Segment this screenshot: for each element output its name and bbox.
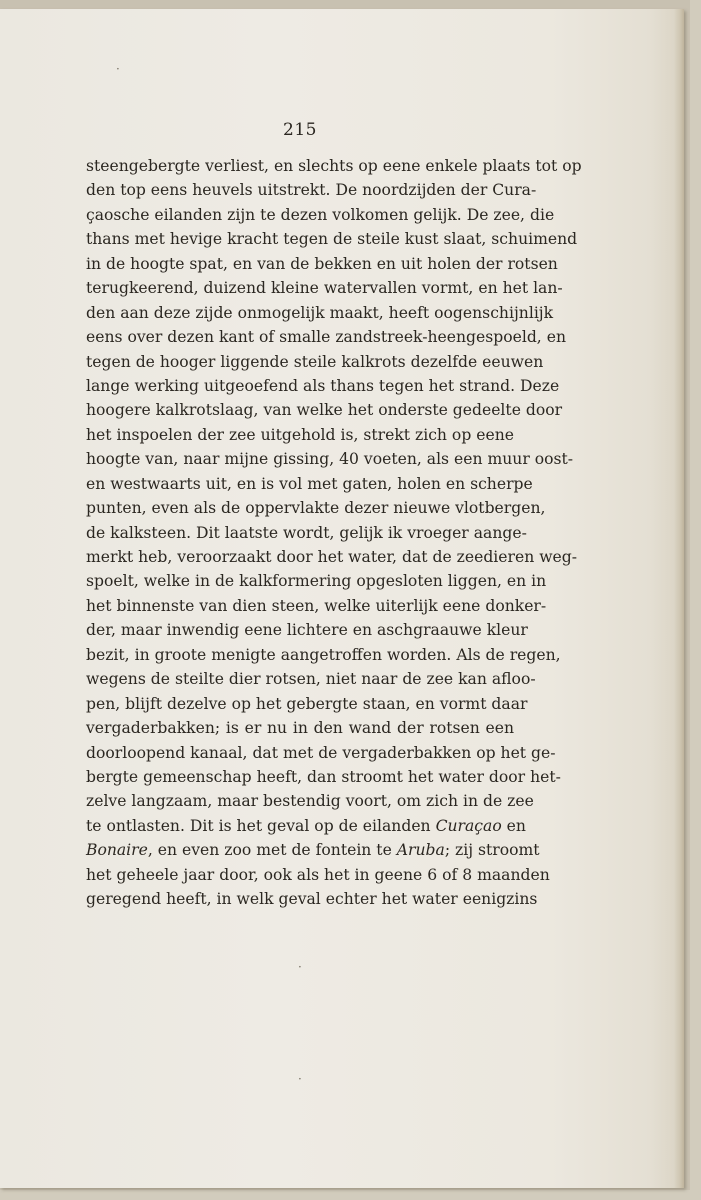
text-segment: en westwaarts uit, en is vol met gaten, holen en scherpe (86, 474, 533, 493)
text-segment: çaosche eilanden zijn te dezen volkomen gelijk. De zee, die (86, 205, 555, 224)
text-line (86, 301, 554, 325)
place-name: Bonaire (86, 841, 148, 860)
text-line (86, 594, 547, 618)
text-segment: thans met hevige kracht tegen de steile kust slaat, schuimend (86, 230, 578, 249)
text-line (86, 838, 540, 862)
text-segment: den aan deze zijde onmogelijk maakt, heeft oogenschijnlijk (86, 303, 554, 322)
paper-speck: · (116, 62, 120, 76)
text-segment: het inspoelen der zee uitgehold is, strekt zich op eene (86, 425, 514, 444)
text-segment: punten, even als de oppervlakte dezer nieuwe vlotbergen, (86, 499, 546, 518)
text-segment: hoogte van, naar mijne gissing, 40 voeten, als een muur oost- (86, 450, 574, 469)
text-segment: pen, blijft dezelve op het gebergte staan, en vormt daar (86, 694, 528, 713)
text-line (86, 618, 528, 642)
text-segment: zelve langzaam, maar bestendig voort, om zich in de zee (86, 792, 534, 811)
text-line (86, 154, 582, 178)
text-segment: hoogere kalkrotslaag, van welke het onderste gedeelte door (86, 401, 563, 420)
text-segment: en (501, 816, 526, 835)
text-segment: bergte gemeenschap heeft, dan stroomt het water door het- (86, 767, 561, 786)
text-segment: den top eens heuvels uitstrekt. De noordzijden der Cura- (86, 181, 537, 200)
place-name: Curaçao (435, 816, 502, 835)
text-line (86, 252, 558, 276)
text-segment: wegens de steilte dier rotsen, niet naar de zee kan afloo- (86, 670, 536, 689)
page-edge (674, 9, 684, 1188)
text-segment: spoelt, welke in de kalkformering opgesloten liggen, en in (86, 572, 547, 591)
text-segment: eens over dezen kant of smalle zandstreek-heengespoeld, en (86, 328, 566, 347)
text-line (86, 447, 574, 471)
text-line (86, 765, 561, 789)
text-segment: geregend heeft, in welk geval echter het water eenigzins (86, 890, 538, 909)
text-segment: , en even zoo met de fontein te (147, 841, 397, 860)
text-segment: steengebergte verliest, en slechts op eene enkele plaats tot op (86, 157, 582, 175)
text-line (86, 643, 561, 667)
text-segment: ; zij stroomt (444, 841, 540, 860)
text-line (86, 398, 563, 422)
text-line (86, 569, 547, 593)
text-line (86, 276, 563, 300)
text-line (86, 472, 533, 496)
text-line (86, 203, 555, 227)
text-segment: het geheele jaar door, ook als het in geene 6 of 8 maanden (86, 865, 550, 884)
text-segment: in de hoogte spat, en van de bekken en uit holen der rotsen (86, 254, 558, 273)
text-line (86, 667, 536, 691)
text-segment: de kalksteen. Dit laatste wordt, gelijk ik vroeger aange- (86, 523, 527, 542)
text-line (86, 887, 538, 911)
text-segment: der, maar inwendig eene lichtere en aschgraauwe kleur (86, 621, 528, 640)
text-line (86, 521, 527, 545)
text-line (86, 692, 528, 716)
text-segment: tegen de hooger liggende steile kalkrots dezelfde eeuwen (86, 352, 544, 371)
text-segment: lange werking uitgeoefend als thans tegen het strand. Deze (86, 376, 560, 395)
text-segment: terugkeerend, duizend kleine watervallen vormt, en het lan- (86, 279, 563, 298)
text-line (86, 325, 566, 349)
text-line (86, 350, 544, 374)
text-line (86, 863, 550, 887)
text-line (86, 423, 514, 447)
text-line (86, 496, 546, 520)
text-line (86, 741, 556, 765)
text-segment: doorloopend kanaal, dat met de vergaderbakken op het ge- (86, 743, 556, 762)
text-line (86, 789, 534, 813)
place-name: Aruba (396, 841, 445, 860)
paper-speck: · (298, 1072, 302, 1086)
text-line (86, 716, 514, 740)
text-segment: bezit, in groote menigte aangetroffen worden. Als de regen, (86, 645, 561, 664)
page-number: 215 (283, 120, 317, 140)
text-line (86, 545, 578, 569)
body-text (86, 154, 582, 912)
text-line (86, 227, 578, 251)
text-line (86, 374, 560, 398)
text-segment: te ontlasten. Dit is het geval op de eilanden (86, 816, 436, 835)
text-segment: vergaderbakken; is er nu in den wand der rotsen een (86, 719, 514, 738)
text-segment: merkt heb, veroorzaakt door het water, dat de zeedieren weg- (86, 548, 578, 566)
text-line (86, 814, 526, 838)
text-segment: het binnenste van dien steen, welke uiterlijk eene donker- (86, 596, 547, 615)
paper-speck: · (298, 960, 302, 974)
text-line (86, 178, 537, 202)
